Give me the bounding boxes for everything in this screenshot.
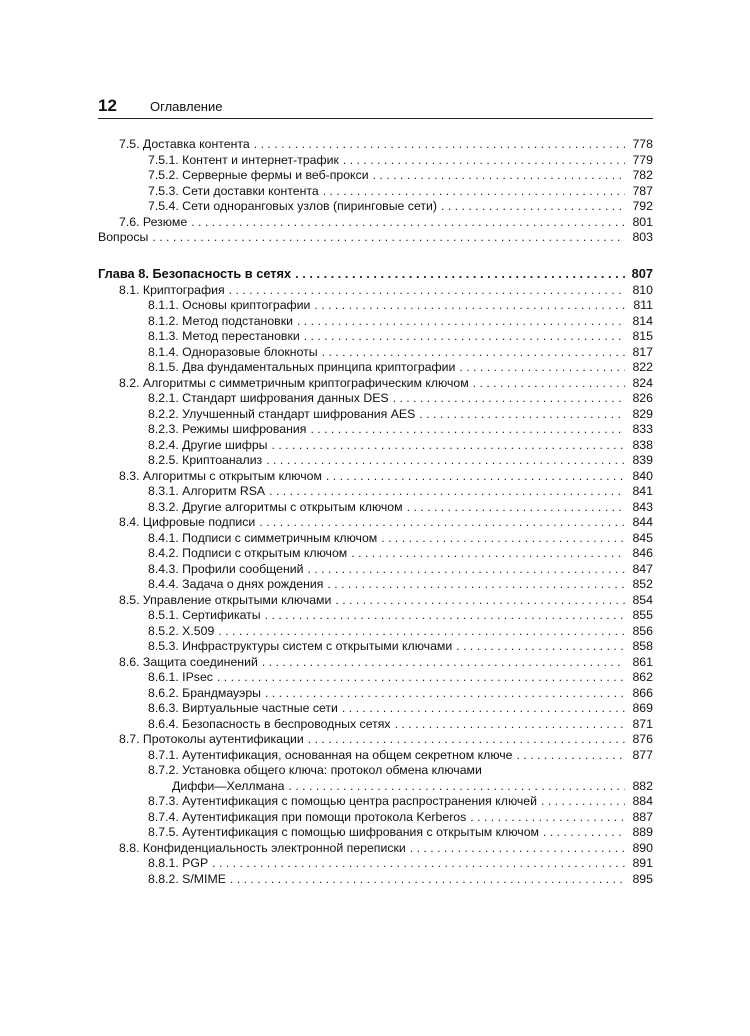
toc-entry-page: 895	[632, 871, 653, 886]
toc-entry: Диффи—Хеллмана . . . 882	[98, 779, 653, 795]
dot-leader	[473, 376, 625, 392]
toc-entry-page: 846	[632, 546, 653, 560]
running-title: Оглавление	[150, 99, 223, 114]
toc-entry-title: 8.2.4. Другие шифры	[148, 437, 268, 452]
toc-entry-title: 8.4. Цифровые подписи	[119, 515, 256, 529]
toc-entry-title: 8.5.3. Инфраструктуры систем с открытыми ключами	[148, 639, 453, 653]
dot-leader	[265, 608, 625, 624]
dot-leader	[262, 655, 625, 671]
toc-entry-page: 810	[632, 282, 653, 297]
toc-entry-page: 838	[632, 437, 653, 452]
toc-entry-title: 8.7.4. Аутентификация при помощи протокола Kerberos	[148, 809, 467, 824]
toc-entry	[98, 376, 653, 392]
toc-entry-title: 8.3.2. Другие алгоритмы с открытым ключом	[148, 499, 403, 514]
toc-entry	[98, 407, 653, 423]
dot-leader	[335, 593, 625, 609]
toc-entry-title: 8.2.5. Криптоанализ	[148, 453, 263, 467]
dot-leader	[229, 283, 625, 299]
toc-entry	[98, 500, 653, 516]
toc-entry-page: 869	[632, 701, 653, 715]
dot-leader	[254, 137, 625, 153]
toc-entry	[98, 345, 653, 361]
toc-entry-title: 8.3.1. Алгоритм RSA	[148, 484, 266, 498]
toc-entry-page: 862	[632, 670, 653, 684]
toc-entry-title: 8.2. Алгоритмы с симметричным криптографическим ключом	[119, 375, 469, 390]
dot-leader	[308, 732, 625, 748]
toc-entry-page: 822	[632, 360, 653, 374]
toc-entry	[98, 230, 653, 246]
dot-leader	[393, 391, 625, 407]
toc-entry-title: 8.6.4. Безопасность в беспроводных сетях	[148, 716, 391, 731]
toc-entry-continued: 8.7.2. Установка общего ключа: протокол обмена ключами	[148, 763, 482, 777]
toc-entry	[98, 577, 653, 593]
toc-entry-page: 782	[632, 168, 653, 182]
toc-entry-page: 841	[632, 484, 653, 498]
toc-entry-page: 876	[632, 732, 653, 746]
dot-leader	[517, 748, 625, 764]
toc-entry-title: 8.4.1. Подписи с симметричным ключом	[148, 530, 378, 545]
dot-leader	[351, 546, 625, 562]
toc-entry-title: Вопросы	[98, 230, 149, 244]
toc-group-ch8b	[98, 794, 653, 887]
toc-entry	[98, 841, 653, 857]
toc-entry	[98, 422, 653, 438]
toc-entry	[98, 298, 653, 314]
toc-entry-title: 8.1.4. Одноразовые блокноты	[148, 344, 318, 359]
toc-entry-page: 845	[632, 530, 653, 545]
toc-entry	[98, 732, 653, 748]
toc-entry	[98, 856, 653, 872]
toc-entry-page: 826	[632, 391, 653, 405]
toc-entry-title: 8.8. Конфиденциальность электронной переписки	[119, 840, 406, 855]
toc-entry-page: 889	[632, 825, 653, 839]
dot-leader	[373, 168, 625, 184]
toc-entry-title: 8.1.1. Основы криптографии	[148, 298, 311, 312]
toc-entry	[98, 655, 653, 671]
toc-entry-page: 855	[632, 608, 653, 622]
toc-entry-title: 8.5. Управление открытыми ключами	[119, 592, 332, 607]
toc-entry-page: 843	[632, 499, 653, 514]
toc-entry	[98, 391, 653, 407]
toc-entry-title: 8.4.2. Подписи с открытым ключом	[148, 546, 348, 560]
dot-leader	[297, 314, 625, 330]
toc-entry-page: 861	[632, 654, 653, 669]
toc-entry	[98, 593, 653, 609]
toc-entry	[98, 810, 653, 826]
toc-entry	[98, 453, 653, 469]
dot-leader	[456, 639, 625, 655]
toc-entry-page: 817	[632, 344, 653, 359]
toc-entry-page: 887	[632, 809, 653, 824]
toc-entry-page: 803	[632, 230, 653, 244]
toc-entry-page: 847	[632, 561, 653, 576]
toc-entry-title: 8.7.5. Аутентификация с помощью шифрования с открытым ключом	[148, 825, 540, 839]
toc-entry-page: 854	[632, 592, 653, 607]
toc-entry-page: 801	[632, 214, 653, 229]
toc-entry-page: 833	[632, 422, 653, 436]
dot-leader	[395, 717, 625, 733]
toc-entry	[98, 639, 653, 655]
dot-leader	[212, 856, 625, 872]
toc-entry	[98, 314, 653, 330]
toc-entry-page: 787	[632, 183, 653, 198]
dot-leader	[441, 199, 625, 215]
page-header	[98, 96, 653, 119]
toc-entry-title: 8.4.3. Профили сообщений	[148, 561, 304, 576]
toc-entry	[98, 562, 653, 578]
toc-entry-title: 8.2.3. Режимы шифрования	[148, 422, 307, 436]
dot-leader	[459, 360, 625, 376]
toc-entry-page: 815	[632, 329, 653, 343]
dot-leader	[407, 500, 625, 516]
toc-entry-title: 8.7.1. Аутентификация, основанная на общем секретном ключе	[148, 747, 513, 762]
toc-entry	[98, 872, 653, 888]
dot-leader	[327, 577, 625, 593]
dot-leader	[304, 329, 625, 345]
dot-leader	[314, 298, 625, 314]
dot-leader	[470, 810, 625, 826]
dot-leader	[218, 624, 625, 640]
dot-leader	[272, 438, 626, 454]
toc-entry-page: 890	[632, 840, 653, 855]
dot-leader	[259, 515, 625, 531]
toc-entry-title: 7.5.2. Серверные фермы и веб-прокси	[148, 168, 369, 182]
toc-entry-page: 840	[632, 468, 653, 483]
toc-entry	[98, 137, 653, 153]
toc-entry-title: 8.1.2. Метод подстановки	[148, 313, 293, 328]
toc-entry-page: 811	[633, 298, 653, 312]
dot-leader	[543, 825, 625, 841]
toc-entry	[98, 670, 653, 686]
dot-leader	[265, 686, 625, 702]
toc-entry-title: 8.6. Защита соединений	[119, 654, 258, 669]
table-of-contents	[98, 137, 653, 887]
toc-entry-title: 8.1.3. Метод перестановки	[148, 329, 300, 343]
toc-entry-page: 778	[632, 137, 653, 151]
dot-leader	[230, 872, 625, 888]
dot-leader	[419, 407, 625, 423]
toc-entry	[98, 624, 653, 640]
toc-entry-page: 844	[632, 515, 653, 529]
toc-entry	[98, 546, 653, 562]
toc-entry-page: 814	[632, 313, 653, 328]
dot-leader	[191, 215, 625, 231]
toc-entry	[98, 329, 653, 345]
toc-entry	[98, 283, 653, 299]
dot-leader	[410, 841, 625, 857]
toc-entry	[98, 184, 653, 200]
toc-entry	[98, 215, 653, 231]
toc-entry	[98, 748, 653, 764]
toc-entry-page: 779	[632, 152, 653, 167]
dot-leader	[310, 422, 625, 438]
toc-entry-page: 852	[632, 577, 653, 591]
toc-entry-title: 8.6.3. Виртуальные частные сети	[148, 701, 338, 715]
toc-entry-title: 8.1.5. Два фундаментальных принципа криптографии	[148, 360, 456, 374]
toc-entry	[98, 484, 653, 500]
dot-leader	[342, 701, 625, 717]
toc-entry-page: 866	[632, 685, 653, 700]
dot-leader	[323, 184, 625, 200]
toc-entry-title: 8.6.1. IPsec	[148, 670, 213, 684]
page-number: 12	[98, 96, 117, 115]
toc-entry-page: 871	[632, 716, 653, 731]
toc-entry	[98, 686, 653, 702]
toc-entry-title: 8.2.2. Улучшенный стандарт шифрования AES	[148, 406, 416, 421]
toc-entry	[98, 438, 653, 454]
toc-entry	[98, 199, 653, 215]
toc-entry-page: 884	[632, 794, 653, 808]
toc-entry-title: 8.8.1. PGP	[148, 856, 209, 870]
toc-entry-title: 7.5.1. Контент и интернет-трафик	[148, 152, 339, 167]
toc-entry	[98, 608, 653, 624]
toc-entry-page: 877	[632, 747, 653, 762]
toc-entry-title: 7.5.3. Сети доставки контента	[148, 183, 319, 198]
toc-entry-page: 858	[632, 639, 653, 653]
toc-entry	[98, 531, 653, 547]
dot-leader	[269, 484, 625, 500]
toc-entry-title: 7.6. Резюме	[119, 214, 188, 229]
toc-entry-title: 8.1. Криптография	[119, 282, 225, 297]
toc-chapter-heading: Глава 8. Безопасность в сетях . . . 807	[98, 265, 653, 283]
toc-entry-title: 8.7. Протоколы аутентификации	[119, 732, 304, 746]
toc-group-ch7	[98, 137, 653, 246]
toc-entry-page: 891	[632, 856, 653, 870]
dot-leader	[381, 531, 625, 547]
toc-entry	[98, 360, 653, 376]
toc-entry	[98, 469, 653, 485]
toc-entry-title: 8.5.1. Сертификаты	[148, 608, 261, 622]
toc-entry-title: 8.8.2. S/MIME	[148, 871, 226, 886]
toc-entry-page: 824	[632, 375, 653, 390]
toc-entry	[98, 717, 653, 733]
toc-entry-page: 792	[632, 199, 653, 213]
toc-entry-title: 8.3. Алгоритмы с открытым ключом	[119, 468, 322, 483]
dot-leader	[541, 794, 625, 810]
toc-entry	[98, 153, 653, 169]
dot-leader	[217, 670, 625, 686]
toc-group-ch8	[98, 283, 653, 764]
dot-leader	[343, 153, 625, 169]
toc-entry-title: 8.6.2. Брандмауэры	[148, 685, 262, 700]
toc-entry	[98, 168, 653, 184]
toc-entry-title: 8.2.1. Стандарт шифрования данных DES	[148, 391, 389, 405]
toc-entry	[98, 701, 653, 717]
toc-entry-page: 829	[632, 406, 653, 421]
dot-leader	[308, 562, 625, 578]
toc-entry-page: 839	[632, 453, 653, 467]
dot-leader	[152, 230, 625, 246]
dot-leader	[326, 469, 625, 485]
toc-entry-title: 8.7.3. Аутентификация с помощью центра распространения ключей	[148, 794, 538, 808]
toc-entry-title: 7.5.4. Сети одноранговых узлов (пиринговые сети)	[148, 199, 437, 213]
toc-entry	[98, 794, 653, 810]
spacer	[98, 246, 653, 265]
toc-entry	[98, 825, 653, 841]
toc-entry-page: 856	[632, 623, 653, 638]
dot-leader	[322, 345, 625, 361]
toc-entry	[98, 515, 653, 531]
toc-entry-title: 7.5. Доставка контента	[119, 137, 250, 151]
dot-leader	[266, 453, 625, 469]
toc-entry-title: 8.4.4. Задача о днях рождения	[148, 577, 324, 591]
toc-entry-title: 8.5.2. X.509	[148, 623, 215, 638]
